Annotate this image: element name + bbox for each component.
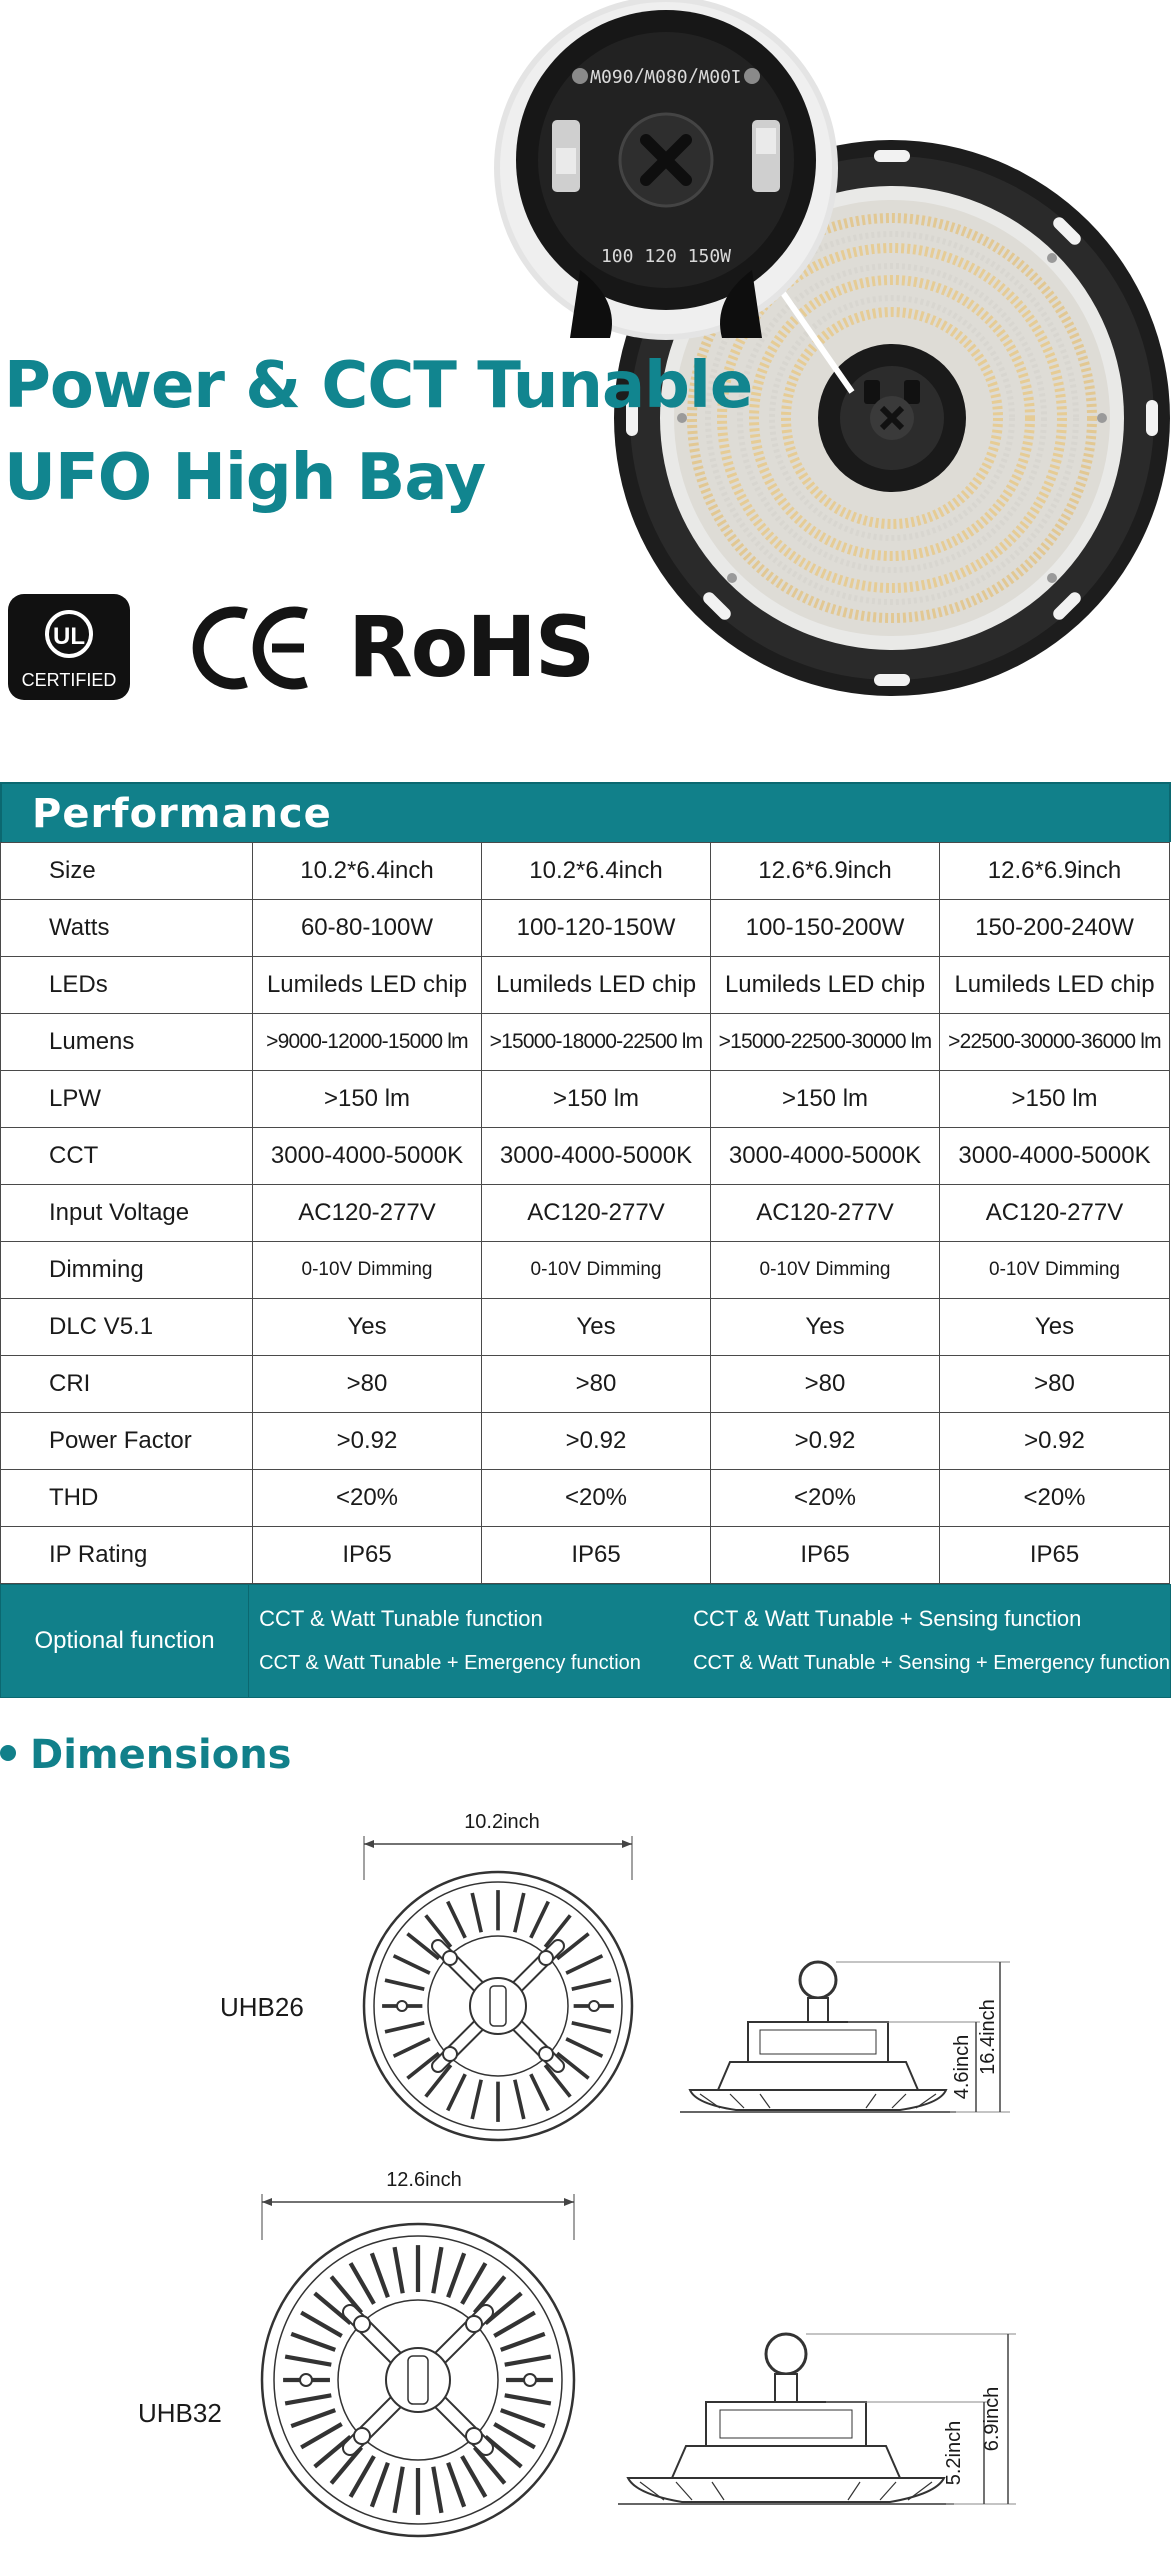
spec-cell: >22500-30000-36000 lm [940, 1014, 1170, 1071]
spec-cell: IP65 [940, 1527, 1170, 1584]
performance-header: Performance [0, 782, 1171, 842]
heat-sink-fin [515, 1893, 524, 1932]
spec-cell: IP65 [482, 1527, 711, 1584]
spec-cell: 150-200-240W [940, 900, 1170, 957]
spec-cell: >150 lm [711, 1071, 940, 1128]
spec-row-label: CRI [1, 1356, 253, 1413]
spec-cell: Yes [253, 1299, 482, 1356]
spec-cell: IP65 [253, 1527, 482, 1584]
spec-cell: >80 [253, 1356, 482, 1413]
heat-sink-fin [531, 2074, 548, 2110]
heat-sink-fin [433, 2247, 441, 2293]
optional-function-list [249, 1585, 1170, 1697]
spec-cell: 3000-4000-5000K [711, 1128, 940, 1185]
heat-sink-fin [301, 2313, 342, 2336]
spec-cell: 3000-4000-5000K [253, 1128, 482, 1185]
ul-certified-text: CERTIFIED [21, 670, 117, 690]
ul-logo-icon [8, 594, 130, 700]
heat-sink-fin [462, 2263, 485, 2304]
spec-cell: AC120-277V [482, 1185, 711, 1242]
spec-cell: 0-10V Dimming [253, 1242, 482, 1299]
spec-cell: >150 lm [482, 1071, 711, 1128]
spec-cell: 12.6*6.9inch [940, 843, 1170, 900]
heat-sink-fin [301, 2424, 342, 2447]
switch-label-bottom: 100 120 150W [600, 246, 732, 267]
spec-row-label: Size [1, 843, 253, 900]
spec-cell: 10.2*6.4inch [253, 843, 482, 900]
optional-function-item: CCT & Watt Tunable + Sensing + Emergency function [693, 1651, 1170, 1674]
spec-row-label: THD [1, 1470, 253, 1527]
uhb32-total-height-label: 6.9inch [981, 2386, 1003, 2452]
spec-row-label: Input Voltage [1, 1185, 253, 1242]
spec-row-label: Dimming [1, 1242, 253, 1299]
spec-row-label: LPW [1, 1071, 253, 1128]
uhb32-side-view [618, 2334, 1016, 2504]
heat-sink-fin [395, 2467, 403, 2513]
spec-cell: Yes [711, 1299, 940, 1356]
spec-row [1, 1299, 1170, 1356]
heat-sink-fin [394, 2039, 430, 2056]
uhb26-body-height-label: 4.6inch [951, 2034, 973, 2100]
spec-cell: >80 [940, 1356, 1170, 1413]
heat-sink-fin [394, 1956, 430, 1973]
spec-cell: AC120-277V [940, 1185, 1170, 1242]
spec-row [1, 957, 1170, 1014]
heat-sink-fin [448, 2463, 464, 2507]
heat-sink-fin [385, 1980, 424, 1989]
spec-cell: <20% [482, 1470, 711, 1527]
model-label-uhb32: UHB32 [138, 2398, 222, 2428]
uhb26-diameter-label: 10.2inch [464, 1811, 540, 1833]
heat-sink-fin [385, 2023, 424, 2032]
heat-sink-fin [351, 2263, 374, 2304]
heat-sink-fin [572, 2023, 611, 2032]
optional-function-item: CCT & Watt Tunable + Emergency function [259, 1651, 641, 1674]
heat-sink-fin [494, 2313, 535, 2336]
switch-label-top: 100W/080W/060W [590, 65, 742, 86]
spec-cell: Lumileds LED chip [482, 957, 711, 1014]
performance-table [0, 842, 1170, 1584]
heat-sink-fin [395, 2247, 403, 2293]
heat-sink-fin [501, 2334, 545, 2350]
optional-function-row [0, 1584, 1171, 1698]
spec-cell: >15000-18000-22500 lm [482, 1014, 711, 1071]
certification-logos [8, 592, 594, 702]
spec-row-label: Power Factor [1, 1413, 253, 1470]
optional-function-item: CCT & Watt Tunable function [259, 1606, 543, 1631]
product-title-line1: Power & CCT Tunable [4, 349, 753, 423]
heat-sink-fin [472, 1893, 481, 1932]
optional-function-label: Optional function [1, 1585, 249, 1697]
heat-sink-fin [448, 2074, 465, 2110]
spec-cell: >150 lm [253, 1071, 482, 1128]
heat-sink-fin [531, 1902, 548, 1938]
spec-row [1, 1413, 1170, 1470]
spec-cell: <20% [940, 1470, 1170, 1527]
heat-sink-fin [462, 2456, 485, 2497]
rohs-mark: RoHS [348, 598, 594, 696]
spec-cell: Lumileds LED chip [253, 957, 482, 1014]
spec-cell: <20% [253, 1470, 482, 1527]
spec-cell: AC120-277V [711, 1185, 940, 1242]
uhb32-top-view [262, 2169, 574, 2536]
uhb26-total-height-label: 16.4inch [977, 1999, 999, 2075]
spec-row-label: CCT [1, 1128, 253, 1185]
spec-cell: AC120-277V [253, 1185, 482, 1242]
spec-cell: Lumileds LED chip [940, 957, 1170, 1014]
spec-cell: >80 [482, 1356, 711, 1413]
heat-sink-fin [291, 2410, 335, 2426]
spec-cell: 0-10V Dimming [940, 1242, 1170, 1299]
spec-cell: 100-150-200W [711, 900, 940, 957]
dimension-drawings [0, 1790, 1171, 2560]
heat-sink-fin [448, 2253, 464, 2297]
spec-cell: <20% [711, 1470, 940, 1527]
ce-mark-icon [188, 592, 318, 702]
spec-cell: 100-120-150W [482, 900, 711, 957]
heat-sink-fin [505, 2395, 551, 2403]
hero-section [0, 0, 1171, 740]
spec-cell: 3000-4000-5000K [940, 1128, 1170, 1185]
spec-cell: Yes [940, 1299, 1170, 1356]
spec-row [1, 1356, 1170, 1413]
spec-row-label: IP Rating [1, 1527, 253, 1584]
spec-cell: 12.6*6.9inch [711, 843, 940, 900]
ul-certified-badge [8, 594, 130, 700]
spec-cell: >0.92 [253, 1413, 482, 1470]
heat-sink-fin [448, 1902, 465, 1938]
uhb26-top-view [364, 1811, 632, 2140]
uhb26-side-view [680, 1962, 1010, 2112]
ul-mark-text: UL [53, 623, 85, 650]
spec-cell: 10.2*6.4inch [482, 843, 711, 900]
uhb32-body-height-label: 5.2inch [943, 2420, 965, 2486]
optional-function-item: CCT & Watt Tunable + Sensing function [693, 1606, 1082, 1631]
spec-row [1, 1128, 1170, 1185]
heat-sink-fin [351, 2456, 374, 2497]
spec-cell: >0.92 [940, 1413, 1170, 1470]
spec-cell: 0-10V Dimming [711, 1242, 940, 1299]
spec-cell: >150 lm [940, 1071, 1170, 1128]
spec-row-label: Watts [1, 900, 253, 957]
heat-sink-fin [566, 2039, 602, 2056]
heat-sink-fin [372, 2253, 388, 2297]
uhb32-diameter-label: 12.6inch [386, 2169, 462, 2191]
performance-section [0, 782, 1171, 1698]
spec-cell: Yes [482, 1299, 711, 1356]
heat-sink-fin [501, 2410, 545, 2426]
spec-cell: 0-10V Dimming [482, 1242, 711, 1299]
spec-cell: >0.92 [482, 1413, 711, 1470]
spec-cell: >9000-12000-15000 lm [253, 1014, 482, 1071]
heat-sink-fin [572, 1980, 611, 1989]
spec-row [1, 1185, 1170, 1242]
dimensions-title [0, 1732, 291, 1778]
spec-cell: 3000-4000-5000K [482, 1128, 711, 1185]
spec-row [1, 1242, 1170, 1299]
heat-sink-fin [505, 2357, 551, 2365]
bullet-dot-icon [0, 1745, 16, 1761]
spec-row-label: Lumens [1, 1014, 253, 1071]
heat-sink-fin [285, 2357, 331, 2365]
spec-row [1, 1071, 1170, 1128]
heat-sink-fin [494, 2424, 535, 2447]
spec-row [1, 900, 1170, 957]
spec-cell: >15000-22500-30000 lm [711, 1014, 940, 1071]
product-title [4, 340, 752, 524]
model-label-uhb26: UHB26 [220, 1992, 304, 2022]
heat-sink-fin [433, 2467, 441, 2513]
spec-cell: >0.92 [711, 1413, 940, 1470]
heat-sink-fin [515, 2080, 524, 2119]
dimensions-title-text: Dimensions [30, 1732, 292, 1778]
spec-cell: IP65 [711, 1527, 940, 1584]
spec-cell: Lumileds LED chip [711, 957, 940, 1014]
heat-sink-fin [566, 1956, 602, 1973]
spec-row-label: LEDs [1, 957, 253, 1014]
heat-sink-fin [285, 2395, 331, 2403]
product-title-line2: UFO High Bay [4, 441, 486, 515]
spec-row [1, 843, 1170, 900]
spec-row [1, 1014, 1170, 1071]
heat-sink-fin [291, 2334, 335, 2350]
heat-sink-fin [372, 2463, 388, 2507]
spec-row [1, 1527, 1170, 1584]
spec-row [1, 1470, 1170, 1527]
heat-sink-fin [472, 2080, 481, 2119]
spec-row-label: DLC V5.1 [1, 1299, 253, 1356]
spec-cell: >80 [711, 1356, 940, 1413]
spec-cell: 60-80-100W [253, 900, 482, 957]
